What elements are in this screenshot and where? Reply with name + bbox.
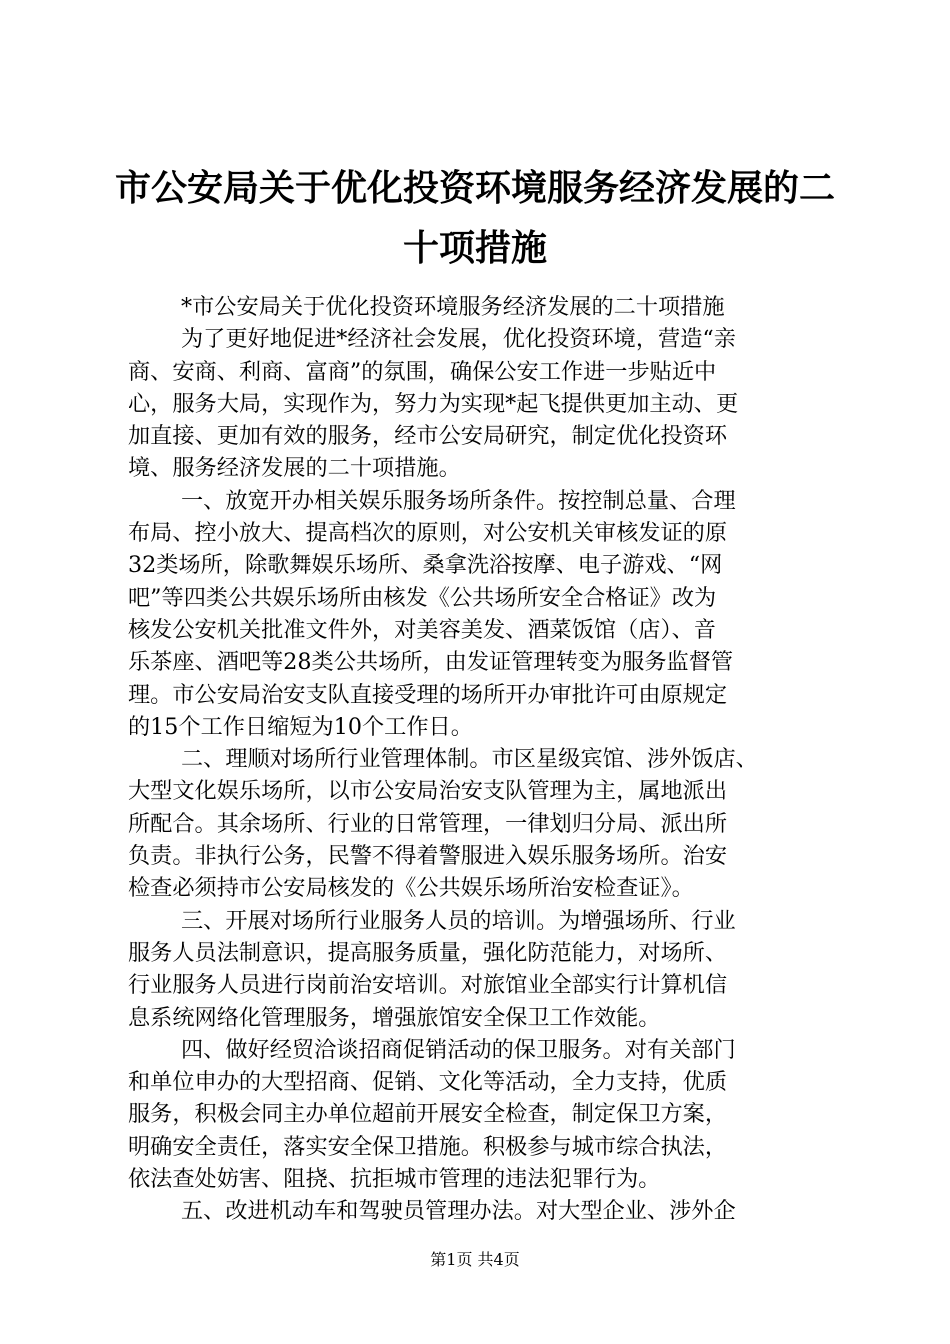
body-line: 服务，积极会同主办单位超前开展安全检查，制定保卫方案， [128,1101,728,1128]
body-line: 商、安商、利商、富商”的氛围，确保公安工作进一步贴近中 [128,358,717,385]
body-line: 息系统网络化管理服务，增强旅馆安全保卫工作效能。 [128,1004,661,1031]
document-title-line-1: 市公安局关于优化投资环境服务经济发展的二 [114,167,835,209]
body-line: 负责。非执行公务，民警不得着警服进入娱乐服务场所。治安 [128,843,728,870]
body-line: 吧”等四类公共娱乐场所由核发《公共场所安全合格证》改为 [128,584,717,611]
body-line: 乐茶座、酒吧等28类公共场所，由发证管理转变为服务监督管 [128,649,734,676]
body-line: 和单位申办的大型招商、促销、文化等活动，全力支持，优质 [128,1069,728,1096]
body-line: 四、做好经贸洽谈招商促销活动的保卫服务。对有关部门 [181,1036,736,1063]
body-line: 大型文化娱乐场所，以市公安局治安支队管理为主，属地派出 [128,778,728,805]
body-line: *市公安局关于优化投资环境服务经济发展的二十项措施 [181,294,725,320]
page-footer: 第1页 共4页 [430,1250,520,1269]
body-line: 所配合。其余场所、行业的日常管理，一律划归分局、派出所 [128,810,728,837]
body-line: 32类场所，除歌舞娱乐场所、桑拿洗浴按摩、电子游戏、“网 [128,552,723,579]
body-line: 理。市公安局治安支队直接受理的场所开办审批许可由原规定 [128,681,728,708]
body-line: 三、开展对场所行业服务人员的培训。为增强场所、行业 [181,907,736,934]
body-line: 行业服务人员进行岗前治安培训。对旅馆业全部实行计算机信 [128,972,728,999]
body-line: 依法查处妨害、阻挠、抗拒城市管理的违法犯罪行为。 [128,1166,661,1193]
body-line: 核发公安机关批准文件外，对美容美发、酒菜饭馆（店）、音 [128,616,716,643]
document-body [128,291,848,1228]
body-line: 一、放宽开办相关娱乐服务场所条件。按控制总量、合理 [181,487,736,514]
body-line: 检查必须持市公安局核发的《公共娱乐场所治安检查证》。 [128,875,694,902]
body-line: 为了更好地促进*经济社会发展，优化投资环境，营造“亲 [181,326,736,353]
body-line: 五、改进机动车和驾驶员管理办法。对大型企业、涉外企 [181,1198,736,1225]
body-line: 布局、控小放大、提高档次的原则，对公安机关审核发证的原 [128,520,728,547]
body-line: 境、服务经济发展的二十项措施。 [128,455,461,482]
body-line: 心，服务大局，实现作为，努力为实现*起飞提供更加主动、更 [128,390,739,417]
body-line: 明确安全责任，落实安全保卫措施。积极参与城市综合执法， [128,1133,728,1160]
body-line: 二、理顺对场所行业管理体制。市区星级宾馆、涉外饭店、 [181,746,758,773]
document-title-line-2: 十项措施 [402,227,547,269]
body-line: 加直接、更加有效的服务，经市公安局研究，制定优化投资环 [128,423,728,450]
body-line: 的15个工作日缩短为10个工作日。 [128,713,473,740]
body-line: 服务人员法制意识，提高服务质量，强化防范能力，对场所、 [128,939,728,966]
